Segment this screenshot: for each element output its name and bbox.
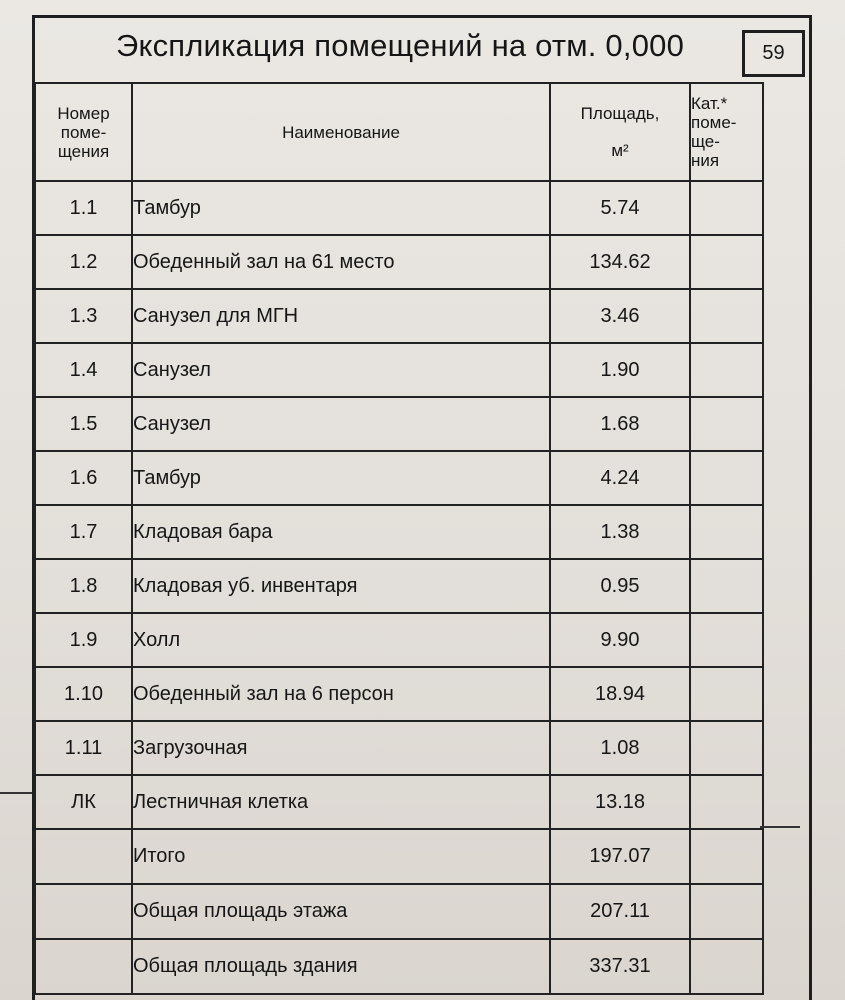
room-category — [690, 181, 763, 235]
sheet-number: 59 — [742, 30, 805, 77]
room-name: Тамбур — [132, 451, 550, 505]
table-row — [35, 397, 763, 451]
room-number: 1.3 — [35, 289, 132, 343]
summary-label: Итого — [132, 829, 550, 884]
table-header-row — [35, 83, 763, 181]
summary-number — [35, 829, 132, 884]
room-number: 1.6 — [35, 451, 132, 505]
summary-area: 197.07 — [550, 829, 690, 884]
room-area: 9.90 — [550, 613, 690, 667]
header-number-line: щения — [57, 141, 110, 161]
margin-mark — [0, 792, 32, 794]
room-name: Санузел — [132, 343, 550, 397]
room-name: Лестничная клетка — [132, 775, 550, 829]
table-row — [35, 559, 763, 613]
table-row — [35, 613, 763, 667]
room-category — [690, 667, 763, 721]
room-number: 1.5 — [35, 397, 132, 451]
header-number-line: поме- — [60, 122, 107, 142]
margin-mark — [760, 826, 800, 828]
summary-label: Общая площадь здания — [132, 939, 550, 994]
header-room-number — [35, 83, 132, 181]
summary-row — [35, 884, 763, 939]
room-name: Санузел — [132, 397, 550, 451]
room-number: 1.8 — [35, 559, 132, 613]
room-number: 1.2 — [35, 235, 132, 289]
summary-number — [35, 939, 132, 994]
room-category — [690, 235, 763, 289]
room-number: 1.4 — [35, 343, 132, 397]
table-row — [35, 289, 763, 343]
header-category — [690, 83, 763, 181]
room-number: 1.1 — [35, 181, 132, 235]
summary-row — [35, 829, 763, 884]
room-area: 0.95 — [550, 559, 690, 613]
header-area-label: Площадь, — [580, 104, 660, 123]
room-area: 18.94 — [550, 667, 690, 721]
header-number-line: Номер — [57, 103, 110, 123]
table-row — [35, 343, 763, 397]
header-category-line: Кат.* — [691, 94, 728, 113]
room-number: 1.9 — [35, 613, 132, 667]
page-title: Экспликация помещений на отм. 0,000 — [115, 28, 685, 63]
room-name: Холл — [132, 613, 550, 667]
table-row — [35, 721, 763, 775]
room-area: 3.46 — [550, 289, 690, 343]
table-row — [35, 181, 763, 235]
table-row — [35, 667, 763, 721]
table-row — [35, 505, 763, 559]
header-category-line: ще- — [691, 132, 720, 151]
summary-area: 207.11 — [550, 884, 690, 939]
room-category — [690, 289, 763, 343]
table-row — [35, 775, 763, 829]
room-category — [690, 613, 763, 667]
summary-category — [690, 939, 763, 994]
summary-row — [35, 939, 763, 994]
summary-area: 337.31 — [550, 939, 690, 994]
header-name: Наименование — [132, 83, 550, 181]
room-category — [690, 343, 763, 397]
table-row — [35, 451, 763, 505]
room-name: Загрузочная — [132, 721, 550, 775]
room-area: 1.08 — [550, 721, 690, 775]
room-area: 1.38 — [550, 505, 690, 559]
room-name: Обеденный зал на 61 место — [132, 235, 550, 289]
explication-table — [34, 82, 764, 995]
room-area: 1.68 — [550, 397, 690, 451]
room-area: 134.62 — [550, 235, 690, 289]
header-area — [550, 83, 690, 181]
header-category-line: ния — [691, 151, 720, 170]
room-name: Кладовая уб. инвентаря — [132, 559, 550, 613]
room-name: Обеденный зал на 6 персон — [132, 667, 550, 721]
room-number: ЛК — [35, 775, 132, 829]
room-number: 1.11 — [35, 721, 132, 775]
room-category — [690, 397, 763, 451]
room-category — [690, 559, 763, 613]
room-area: 13.18 — [550, 775, 690, 829]
room-category — [690, 505, 763, 559]
room-number: 1.10 — [35, 667, 132, 721]
table-row — [35, 235, 763, 289]
room-category — [690, 775, 763, 829]
summary-label: Общая площадь этажа — [132, 884, 550, 939]
summary-number — [35, 884, 132, 939]
room-name: Санузел для МГН — [132, 289, 550, 343]
room-name: Тамбур — [132, 181, 550, 235]
room-category — [690, 451, 763, 505]
room-number: 1.7 — [35, 505, 132, 559]
room-rows — [35, 181, 763, 994]
room-area: 4.24 — [550, 451, 690, 505]
room-area: 1.90 — [550, 343, 690, 397]
summary-category — [690, 884, 763, 939]
room-category — [690, 721, 763, 775]
header-area-unit: м² — [611, 141, 629, 160]
summary-category — [690, 829, 763, 884]
room-area: 5.74 — [550, 181, 690, 235]
room-name: Кладовая бара — [132, 505, 550, 559]
header-category-line: поме- — [691, 113, 737, 132]
